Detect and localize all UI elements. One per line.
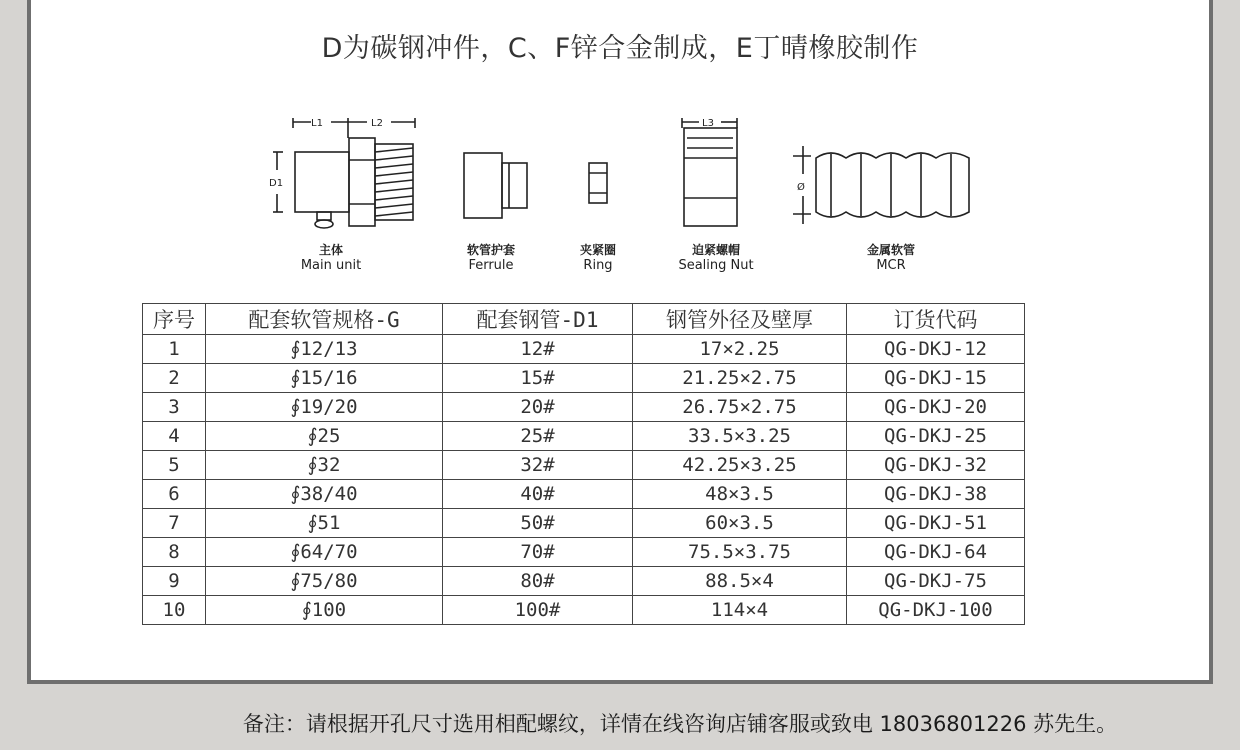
header-cell-index: 序号 [143, 304, 206, 335]
table-cell: 6 [143, 480, 206, 509]
l3-label: L3 [702, 118, 714, 129]
part-label-sealing-nut [661, 242, 771, 274]
main-unit-drawing [273, 118, 415, 228]
table-row [143, 422, 1025, 451]
table-cell: ∮100 [206, 596, 443, 625]
parts-diagram [231, 108, 991, 283]
table-cell: 50# [443, 509, 633, 538]
table-row [143, 538, 1025, 567]
mcr-drawing [793, 146, 969, 224]
table-cell: QG-DKJ-20 [847, 393, 1025, 422]
part-name-en: Sealing Nut [678, 258, 754, 273]
table-cell: ∮12/13 [206, 335, 443, 364]
table-row [143, 480, 1025, 509]
table-cell: 114×4 [633, 596, 847, 625]
table-cell: 100# [443, 596, 633, 625]
spec-table [142, 303, 1025, 625]
table-cell: 40# [443, 480, 633, 509]
table-cell: 4 [143, 422, 206, 451]
table-cell: 17×2.25 [633, 335, 847, 364]
table-cell: 75.5×3.75 [633, 538, 847, 567]
table-cell: ∮25 [206, 422, 443, 451]
table-cell: 70# [443, 538, 633, 567]
table-cell: QG-DKJ-25 [847, 422, 1025, 451]
table-cell: QG-DKJ-64 [847, 538, 1025, 567]
part-name-zh: 夹紧圈 [579, 243, 616, 257]
table-row [143, 335, 1025, 364]
sealing-nut-drawing [682, 118, 737, 226]
table-cell: QG-DKJ-15 [847, 364, 1025, 393]
table-cell: ∮75/80 [206, 567, 443, 596]
table-row [143, 596, 1025, 625]
table-cell: 3 [143, 393, 206, 422]
header-cell-hose-spec: 配套软管规格-G [206, 304, 443, 335]
table-cell: 9 [143, 567, 206, 596]
table-cell: QG-DKJ-12 [847, 335, 1025, 364]
part-name-zh: 软管护套 [466, 243, 515, 257]
ferrule-drawing [464, 153, 527, 218]
d1-label: D1 [269, 178, 284, 189]
table-cell: 15# [443, 364, 633, 393]
table-cell: 1 [143, 335, 206, 364]
table-cell: 33.5×3.25 [633, 422, 847, 451]
table-cell: ∮15/16 [206, 364, 443, 393]
table-cell: 2 [143, 364, 206, 393]
part-name-zh: 主体 [318, 243, 343, 257]
table-cell: ∮32 [206, 451, 443, 480]
table-cell: 7 [143, 509, 206, 538]
table-row [143, 393, 1025, 422]
table-cell: QG-DKJ-38 [847, 480, 1025, 509]
part-label-ferrule [441, 242, 541, 274]
part-label-mcr [841, 242, 941, 274]
header-cell-pipe: 配套钢管-D1 [443, 304, 633, 335]
table-header-row [143, 304, 1025, 335]
ring-drawing [589, 163, 607, 203]
part-name-zh: 迫紧螺帽 [691, 243, 740, 257]
page-title: D为碳钢冲件，C、F锌合金制成，E丁晴橡胶制作 [321, 33, 919, 64]
part-name-en: Ring [583, 258, 613, 273]
part-label-main-unit [281, 242, 381, 274]
table-cell: ∮64/70 [206, 538, 443, 567]
table-cell: 48×3.5 [633, 480, 847, 509]
table-row [143, 567, 1025, 596]
l2-label: L2 [371, 118, 383, 129]
table-cell: QG-DKJ-100 [847, 596, 1025, 625]
diameter-label: Ø [797, 182, 805, 193]
header-cell-pipe-od: 钢管外径及壁厚 [633, 304, 847, 335]
table-cell: 21.25×2.75 [633, 364, 847, 393]
table-cell: QG-DKJ-32 [847, 451, 1025, 480]
table-cell: QG-DKJ-75 [847, 567, 1025, 596]
table-cell: 88.5×4 [633, 567, 847, 596]
header-cell-order-code: 订货代码 [847, 304, 1025, 335]
table-cell: 8 [143, 538, 206, 567]
table-cell: 5 [143, 451, 206, 480]
table-cell: 60×3.5 [633, 509, 847, 538]
footer-note: 备注：请根据开孔尺寸选用相配螺纹，详情在线咨询店铺客服或致电 18036801226 苏先生。 [242, 712, 1118, 736]
part-name-en: MCR [876, 258, 906, 273]
table-cell: ∮19/20 [206, 393, 443, 422]
table-cell: 25# [443, 422, 633, 451]
table-cell: 20# [443, 393, 633, 422]
table-cell: 10 [143, 596, 206, 625]
parts-drawing [231, 108, 991, 238]
table-cell: 12# [443, 335, 633, 364]
table-cell: QG-DKJ-51 [847, 509, 1025, 538]
table-row [143, 509, 1025, 538]
table-cell: ∮51 [206, 509, 443, 538]
table-cell: 32# [443, 451, 633, 480]
table-cell: ∮38/40 [206, 480, 443, 509]
part-label-ring [548, 242, 648, 274]
part-name-en: Ferrule [468, 258, 514, 273]
part-name-zh: 金属软管 [866, 243, 915, 257]
part-name-en: Main unit [300, 258, 362, 273]
table-cell: 42.25×3.25 [633, 451, 847, 480]
table-row [143, 364, 1025, 393]
table-cell: 80# [443, 567, 633, 596]
table-cell: 26.75×2.75 [633, 393, 847, 422]
table-row [143, 451, 1025, 480]
l1-label: L1 [311, 118, 323, 129]
